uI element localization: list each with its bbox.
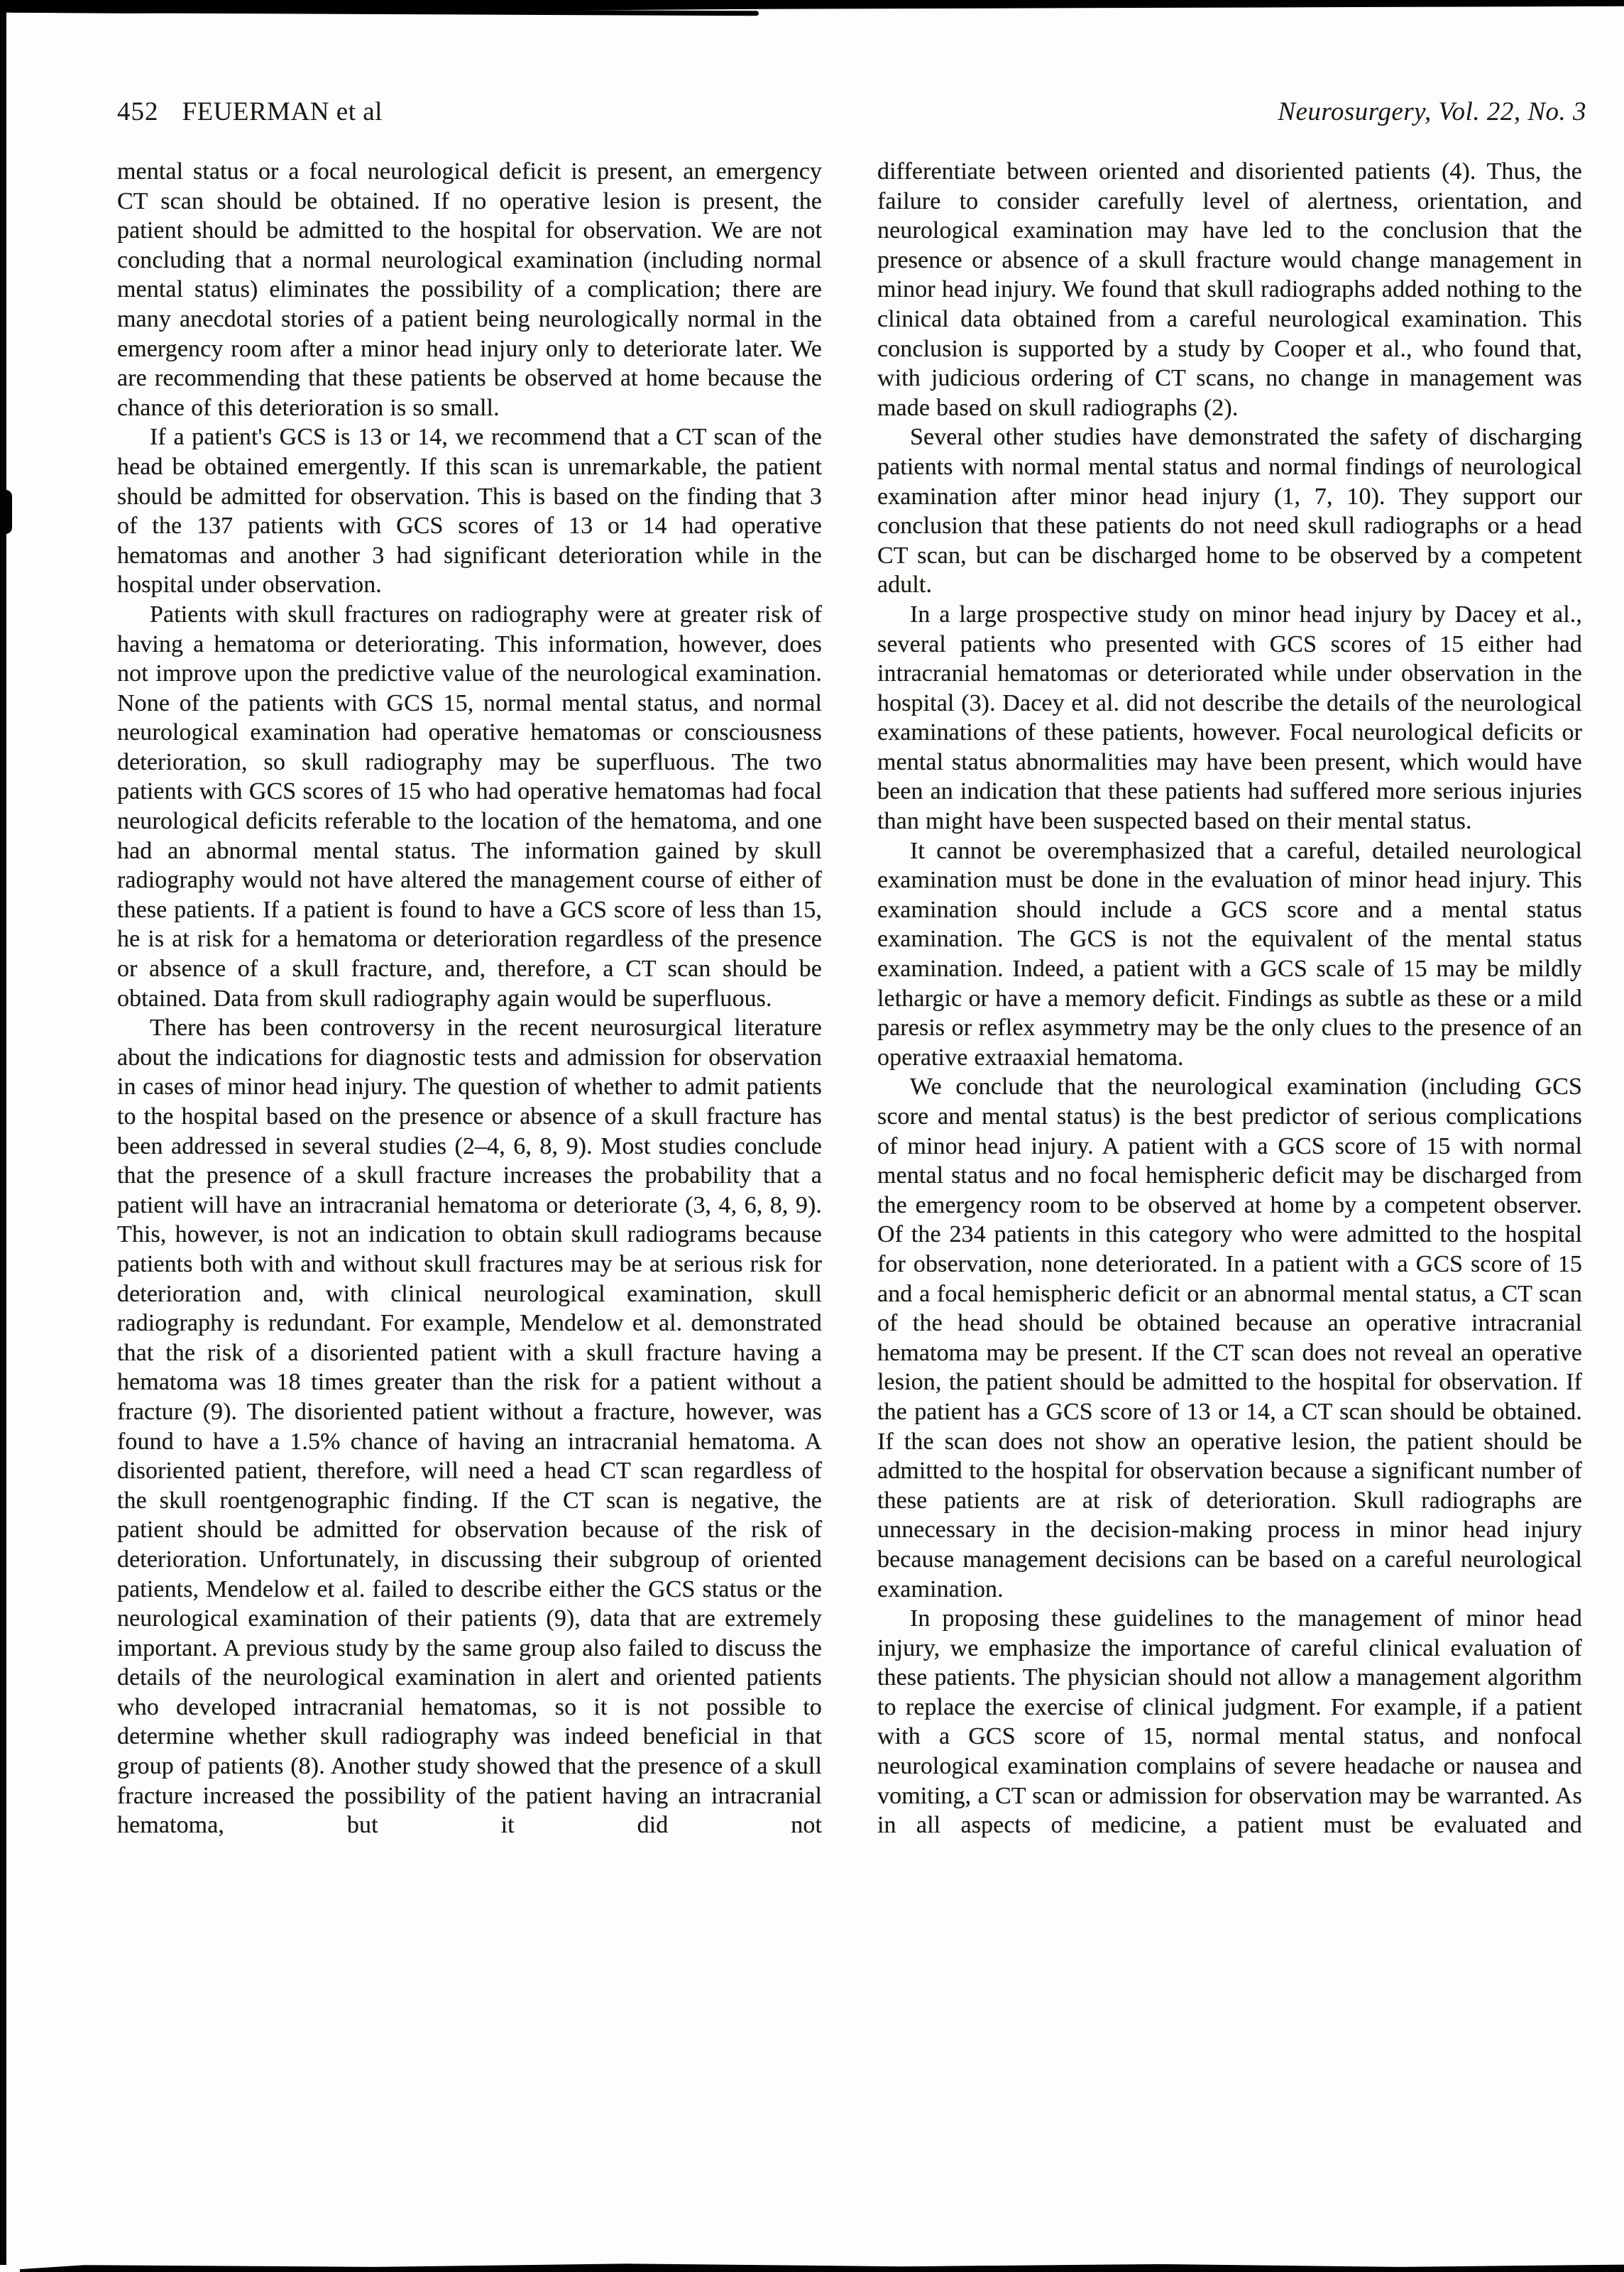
running-head — [117, 98, 1586, 127]
text-column-right — [877, 157, 1582, 1840]
paragraph: differentiate between oriented and disoriented patients (4). Thus, the failure to consider carefully level of alertness, orientation, and neurological examination may have led to the conclusion that the presence or absence of a skull fracture would change management in minor head injury. We found that skull radiographs added nothing to the clinical data obtained from a careful neurological examination. This conclusion is supported by a study by Cooper et al., who found that, with judicious ordering of CT scans, no change in management was made based on skull radiographs (2). — [877, 158, 1582, 421]
paragraph: Patients with skull fractures on radiography were at greater risk of having a hematoma or deteriorating. This information, however, does not improve upon the predictive value of the neurological examination. None of the patients with GCS 15, normal mental status, and normal neurological examination had operative hematomas or consciousness deterioration, so skull radiography may be superfluous. The two patients with GCS scores of 15 who had operative hematomas had focal neurological deficits referable to the location of the hematoma, and one had an abnormal mental status. The information gained by skull radiography would not have altered the management course of either of these patients. If a patient is found to have a GCS score of less than 15, he is at risk for a hematoma or deterioration regardless of the presence or absence of a skull fracture, and, therefore, a CT scan should be obtained. Data from skull radiography again would be superfluous. — [117, 601, 822, 1012]
paragraph: In proposing these guidelines to the management of minor head injury, we emphasize the importance of careful clinical evaluation of these patients. The physician should not allow a management algorithm to replace the exercise of clinical judgment. For example, if a patient with a GCS score of 15, normal mental status, and nonfocal neurological examination complains of severe headache or nausea and vomiting, a CT scan or admission for observation may be warranted. As in all aspects of medicine, a patient must be evaluated and — [877, 1605, 1582, 1839]
page-number: 452 — [117, 97, 159, 126]
paragraph: If a patient's GCS is 13 or 14, we recommend that a CT scan of the head be obtained emergently. If this scan is unremarkable, the patient should be admitted for observation. This is based on the finding that 3 of the 137 patients with GCS scores of 13 or 14 had operative hematomas and another 3 had significant deterioration while in the hospital under observation. — [117, 424, 822, 599]
running-head-left — [117, 98, 383, 127]
paragraph: We conclude that the neurological examination (including GCS score and mental status) is the best predictor of serious complications of minor head injury. A patient with a GCS score of 15 with normal mental status and no focal hemispheric deficit may be discharged from the emergency room to be observed at home by a competent observer. Of the 234 patients in this category who were admitted to the hospital for observation, none deteriorated. In a patient with a GCS score of 15 and a focal hemispheric deficit or an abnormal mental status, a CT scan of the head should be obtained because an operative intracranial hematoma may be present. If the CT scan does not reveal an operative lesion, the patient should be admitted to the hospital for observation. If the patient has a GCS score of 13 or 14, a CT scan should be obtained. If the scan does not show an operative lesion, the patient should be admitted to the hospital for observation because a significant number of these patients are at risk of deterioration. Skull radiographs are unnecessary in the decision-making process in minor head injury because management decisions can be based on a careful neurological examination. — [877, 1074, 1582, 1602]
running-head-authors: FEUERMAN et al — [182, 97, 383, 126]
scan-edge-left — [0, 10, 6, 2265]
paragraph: mental status or a focal neurological deficit is present, an emergency CT scan should be obtained. If no operative lesion is present, the patient should be admitted to the hospital for observation. We are not concluding that a normal neurological examination (including normal mental status) eliminates the possibility of a complication; there are many anecdotal stories of a patient being neurologically normal in the emergency room after a minor head injury only to deteriorate later. We are recommending that these patients be observed at home because the chance of this deterioration is so small. — [117, 158, 822, 421]
paragraph: Several other studies have demonstrated the safety of discharging patients with normal mental status and normal findings of neurological examination after minor head injury (1, 7, 10). They support our conclusion that these patients do not need skull radiographs or a head CT scan, but can be discharged home to be observed by a competent adult. — [877, 424, 1582, 599]
scan-edge-bottom — [20, 2263, 1624, 2272]
scan-edge-left-blob — [0, 490, 12, 534]
paragraph: There has been controversy in the recent neurosurgical literature about the indications for diagnostic tests and admission for observation in cases of minor head injury. The question of whether to admit patients to the hospital based on the presence or absence of a skull fracture has been addressed in several studies (2–4, 6, 8, 9). Most studies conclude that the presence of a skull fracture increases the probability that a patient will have an intracranial hematoma or deteriorate (3, 4, 6, 8, 9). This, however, is not an indication to obtain skull radiograms because patients both with and without skull fractures may be at serious risk for deterioration and, with clinical neurological examination, skull radiography is redundant. For example, Mendelow et al. demonstrated that the risk of a disoriented patient with a skull fracture having a hematoma was 18 times greater than the risk for a patient without a fracture (9). The disoriented patient without a fracture, however, was found to have a 1.5% chance of having an intracranial hematoma. A disoriented patient, therefore, will need a head CT scan regardless of the skull roentgenographic finding. If the CT scan is negative, the patient should be admitted for observation because of the risk of deterioration. Unfortunately, in discussing their subgroup of oriented patients, Mendelow et al. failed to describe either the GCS status or the neurological examination of their patients (9), data that are extremely important. A previous study by the same group also failed to discuss the details of the neurological examination in alert and oriented patients who developed intracranial hematomas, so it is not possible to determine whether skull radiography was indeed beneficial in that group of patients (8). Another study showed that the presence of a skull fracture increased the possibility of the patient having an intracranial hematoma, but it did not — [117, 1015, 822, 1839]
running-head-journal: Neurosurgery, Vol. 22, No. 3 — [1278, 97, 1586, 126]
paragraph: In a large prospective study on minor head injury by Dacey et al., several patients who presented with GCS scores of 15 either had intracranial hematomas or deteriorated while under observation in the hospital (3). Dacey et al. did not describe the details of the neurological examinations of these patients, however. Focal neurological deficits or mental status abnormalities may have been present, which would have been an indication that these patients had suffered more serious injuries than might have been suspected based on their mental status. — [877, 601, 1582, 835]
text-column-left — [117, 157, 822, 1840]
paragraph: It cannot be overemphasized that a careful, detailed neurological examination must be done in the evaluation of minor head injury. This examination should include a GCS score and a mental status examination. The GCS is not the equivalent of the mental status examination. Indeed, a patient with a GCS scale of 15 may be mildly lethargic or have a memory deficit. Findings as subtle as these or a mild paresis or reflex asymmetry may be the only clues to the presence of an operative extraaxial hematoma. — [877, 837, 1582, 1071]
